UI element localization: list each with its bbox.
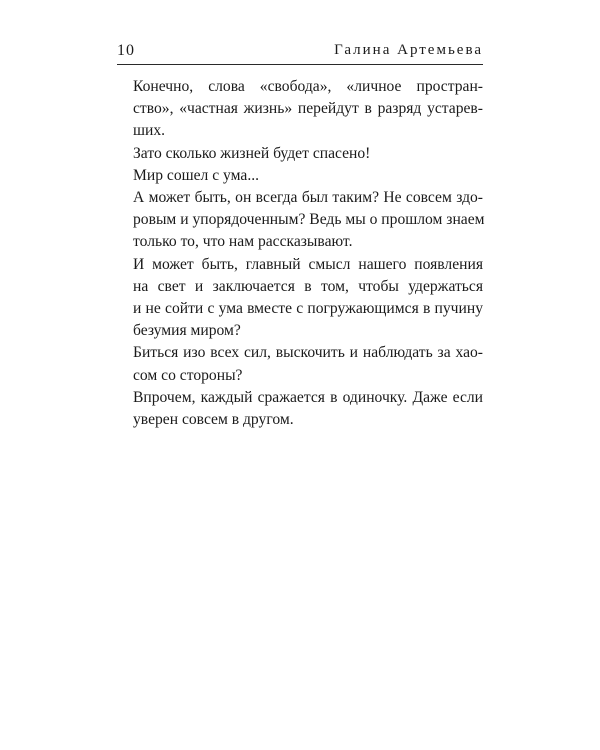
paragraph <box>117 165 483 187</box>
body-text <box>117 76 483 431</box>
text-line: Мир сошел с ума... <box>133 166 260 184</box>
paragraph <box>117 254 483 343</box>
text-line: безумия миром? <box>133 322 241 340</box>
paragraph <box>117 387 483 431</box>
text-line: ших. <box>133 122 166 140</box>
text-line: Впрочем, каждый сражается в одиночку. Даже если <box>133 388 483 406</box>
paragraph <box>117 143 483 165</box>
text-line: ство», «частная жизнь» перейдут в разряд устарев- <box>133 100 483 118</box>
text-line: только то, что нам рассказывают. <box>133 233 353 251</box>
text-line: уверен совсем в другом. <box>133 411 294 429</box>
text-line: Конечно, слова «свобода», «личное простран- <box>133 78 483 95</box>
page-header <box>117 40 483 65</box>
paragraph <box>117 342 483 386</box>
text-line: Зато сколько жизней будет спасено! <box>133 144 371 162</box>
text-line: ровым и упорядоченным? Ведь мы о прошлом знаем <box>133 211 485 229</box>
text-line: сом со стороны? <box>133 366 243 384</box>
paragraph <box>117 187 483 254</box>
text-line: Биться изо всех сил, выскочить и наблюдать за хао- <box>133 344 483 362</box>
text-line: и не сойти с ума вместе с погружающимся в пучину <box>133 300 483 318</box>
text-line: на свет и заключается в том, чтобы удержаться <box>133 277 483 295</box>
text-line: А может быть, он всегда был таким? Не совсем здо- <box>133 189 483 207</box>
text-line: И может быть, главный смысл нашего появления <box>133 255 483 273</box>
page-number: 10 <box>117 42 135 59</box>
running-head-author: Галина Артемьева <box>334 42 483 58</box>
paragraph <box>117 76 483 143</box>
